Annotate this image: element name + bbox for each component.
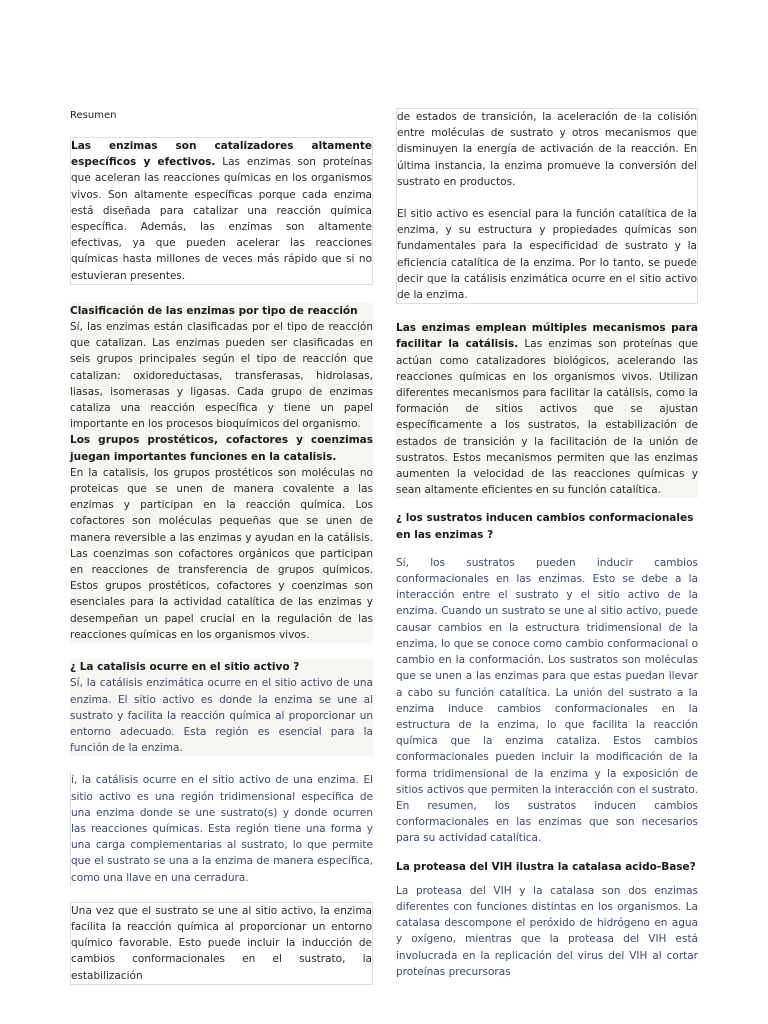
section-title: Clasificación de las enzimas por tipo de reacción [70, 304, 358, 317]
right-column [396, 108, 698, 980]
section-body: Sí, la catálisis enzimática ocurre en el sitio activo de una enzima. El sitio activo es donde la enzima se une al sustrato y facilita la reacción química al proporcionar un entorno adecuado. Esta región es esencial para la función de la enzima. [70, 677, 373, 755]
section-body: Las enzimas son proteínas que actúan como catalizadores biológicos, acelerando las reacciones químicas en los organismos vivos. Utilizan diferentes mecanismos para facilitar la catálisis, como la formación de sitios activos que se ajustan específicamente a los sustratos, la estabilización de estados de transición y la facilitación de la unión de sustratos. Estos mecanismos permiten que las enzimas aumenten la velocidad de las reacciones químicas y sean altamente eficientes en su función catalítica. [396, 338, 698, 497]
section-title: ¿ La catalisis ocurre en el sitio activo ? [70, 661, 300, 674]
section-conformational-body: Sí, los sustratos pueden inducir cambios conformacionales en las enzimas. Esto se debe a la interacción entre el sustrato y el sitio activo de la enzima. Cuando un sustrato se une al sitio activo, puede causar cambios en la estructura tridimensional de la enzima, lo que se conoce como cambio conformacional o cambio en la conformación. Los sustratos son moléculas que se unen a las enzimas para que estas puedan llevar a cabo su función catalítica. La unión del sustrato a la enzima induce cambios conformacionales en la estructura de la enzima, lo que facilita la reacción química que la enzima cataliza. Estos cambios conformacionales pueden incluir la modificación de la forma tridimensional de la enzima y la exposición de sitios activos que permiten la interacción con el sustrato. En resumen, los sustratos inducen cambios conformacionales en las enzimas que son necesarios para su actividad catalítica. [396, 556, 698, 845]
section-title: Los grupos prostéticos, cofactores y coenzimas juegan importantes funciones en la catalisis. [70, 434, 373, 463]
section-body-2: El sitio activo es esencial para la función catalítica de la enzima, y su estructura y propiedades químicas son fundamentales para la especificidad de sustrato y la eficiencia catalítica de la enzima. Por lo tanto, se puede decir que la catálisis enzimática ocurre en el sitio activo de la enzima. [397, 208, 697, 302]
section-body: Las enzimas son proteínas que aceleran las reacciones químicas en los organismos vivos. Son altamente específicas porque cada enzima está diseñada para catalizar una reacción química específica. Además, las enzimas son altamente efectivas, ya que pueden acelerar las reacciones químicas hasta millones de veces más rápido que si no estuvieran presentes. [71, 156, 372, 282]
section-body: En la catalisis, los grupos prostéticos son moléculas no proteicas que se unen de manera covalente a las enzimas y participan en la reacción química. Los cofactores son moléculas pequeñas que se unen de manera reversible a las enzimas y ayudan en la catálisis. Las coenzimas son cofactores orgánicos que participan en reacciones de transferencia de grupos químicos. Estos grupos prostéticos, cofactores y coenzimas son esenciales para la actividad catalítica de las enzimas y desempeñan un papel crucial en la regulación de las reacciones químicas en los organismos vivos. [70, 466, 373, 641]
section-conformational-title: ¿ los sustratos inducen cambios conformacionales en las enzimas ? [396, 512, 694, 541]
section-body: de estados de transición, la aceleración de la colisión entre moléculas de sustrato y otros mecanismos que disminuyen la energía de activación de la reacción. En última instancia, la enzima promueve la conversión del sustrato en productos. [397, 111, 697, 188]
section-title: Las enzimas emplean múltiples mecanismos para facilitar la catálisis. [396, 322, 698, 351]
section-active-site-detail: í, la catálisis ocurre en el sitio activo de una enzima. El sitio activo es una región tridimensional específica de una enzima donde se une sustrato(s) y donde ocurren las reacciones químicas. Esta región tiene una forma y una carga complementarias al sustrato, lo que permite que el sustrato se una a la enzima de manera específica, como una llave en una cerradura. [70, 772, 373, 885]
section-substrate-binding: Una vez que el sustrato se une al sitio activo, la enzima facilita la reacción química al proporcionar un entorno químico favorable. Esto puede incluir la inducción de cambios conformacionales en el sustrato, la estabilización [70, 902, 373, 985]
left-column [70, 110, 373, 985]
section-transition-states [396, 108, 698, 304]
section-hiv-body: La proteasa del VIH y la catalasa son dos enzimas diferentes con funciones distintas en los organismos. La catalasa descompone el peróxido de hidrógeno en agua y oxígeno, mientras que la proteasa del VIH está involucrada en la replicación del virus del VIH al cortar proteínas precursoras [396, 884, 698, 978]
section-cofactors [70, 432, 373, 643]
section-body: Sí, las enzimas están clasificadas por el tipo de reacción que catalizan. Las enzimas pueden ser clasificadas en seis grupos principales según el tipo de reacción que catalizan: oxidoreductasas, transferasas, hidrolasas, liasas, isomerasas y ligasas. Cada grupo de enzimas cataliza una reacción específica y tiene un papel importante en los procesos bioquímicos del organismo. [70, 321, 373, 431]
summary-label: Resumen [70, 110, 117, 121]
section-classification [70, 303, 373, 433]
section-title: Las enzimas son catalizadores altamente específicos y efectivos. [71, 140, 372, 169]
section-active-site-question [70, 659, 373, 756]
section-enzymes-specific [70, 137, 373, 285]
section-mechanisms [396, 320, 698, 498]
section-hiv-title: La proteasa del VIH ilustra la catalasa acido-Base? [396, 860, 696, 873]
